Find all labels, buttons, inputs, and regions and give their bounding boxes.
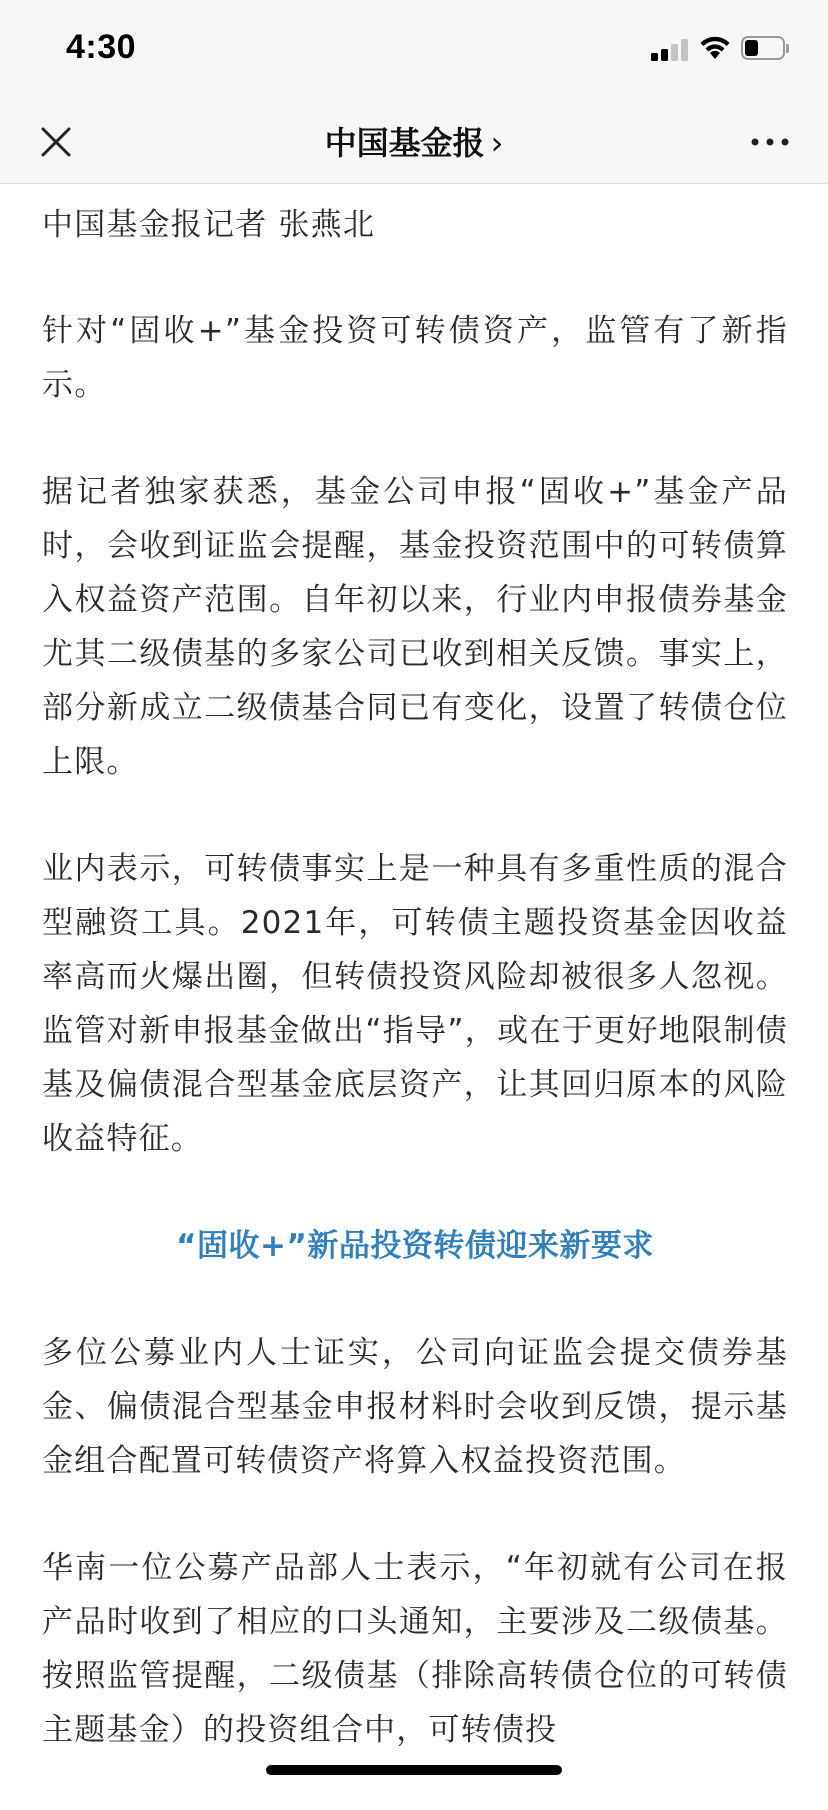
home-indicator[interactable] <box>266 1765 562 1775</box>
article-paragraph: 据记者独家获悉，基金公司申报“固收+”基金产品时，会收到证监会提醒，基金投资范围中的可转债算入权益资产范围。自年初以来，行业内申报债券基金尤其二级债基的多家公司已收到相关反馈。事实上，部分新成立二级债基合同已有变化，设置了转债仓位上限。 <box>42 474 788 780</box>
article-paragraph: 多位公募业内人士证实，公司向证监会提交债券基金、偏债混合型基金申报材料时会收到反馈，提示基金组合配置可转债资产将算入权益投资范围。 <box>42 1335 788 1479</box>
status-bar <box>0 0 828 100</box>
nav-bar <box>0 100 828 184</box>
battery-icon <box>741 36 789 62</box>
status-time: 4:30 <box>66 28 137 66</box>
more-horizontal-icon[interactable] <box>746 120 794 164</box>
cellular-signal-icon <box>651 37 689 61</box>
article-byline: 中国基金报记者 张燕北 <box>42 207 376 243</box>
account-title-link[interactable] <box>0 118 828 164</box>
article-body <box>42 198 788 1810</box>
battery-level-fill <box>745 40 758 56</box>
article-paragraph: 华南一位公募产品部人士表示，“年初就有公司在报产品时收到了相应的口头通知，主要涉及二级债基。按照监管提醒，二级债基（排除高转债仓位的可转债主题基金）的投资组合中，可转债投 <box>42 1550 788 1748</box>
article-paragraph: 针对“固收+”基金投资可转债资产，监管有了新指示。 <box>42 313 788 403</box>
section-heading: “固收+”新品投资转债迎来新要求 <box>176 1228 654 1264</box>
wifi-icon <box>699 33 731 61</box>
chevron-right-icon: › <box>490 124 504 162</box>
account-name: 中国基金报 <box>324 124 485 162</box>
article-paragraph: 业内表示，可转债事实上是一种具有多重性质的混合型融资工具。2021年，可转债主题投资基金因收益率高而火爆出圈，但转债投资风险却被很多人忽视。监管对新申报基金做出“指导”，或在于更好地限制债基及偏债混合型基金底层资产，让其回归原本的风险收益特征。 <box>42 851 788 1157</box>
